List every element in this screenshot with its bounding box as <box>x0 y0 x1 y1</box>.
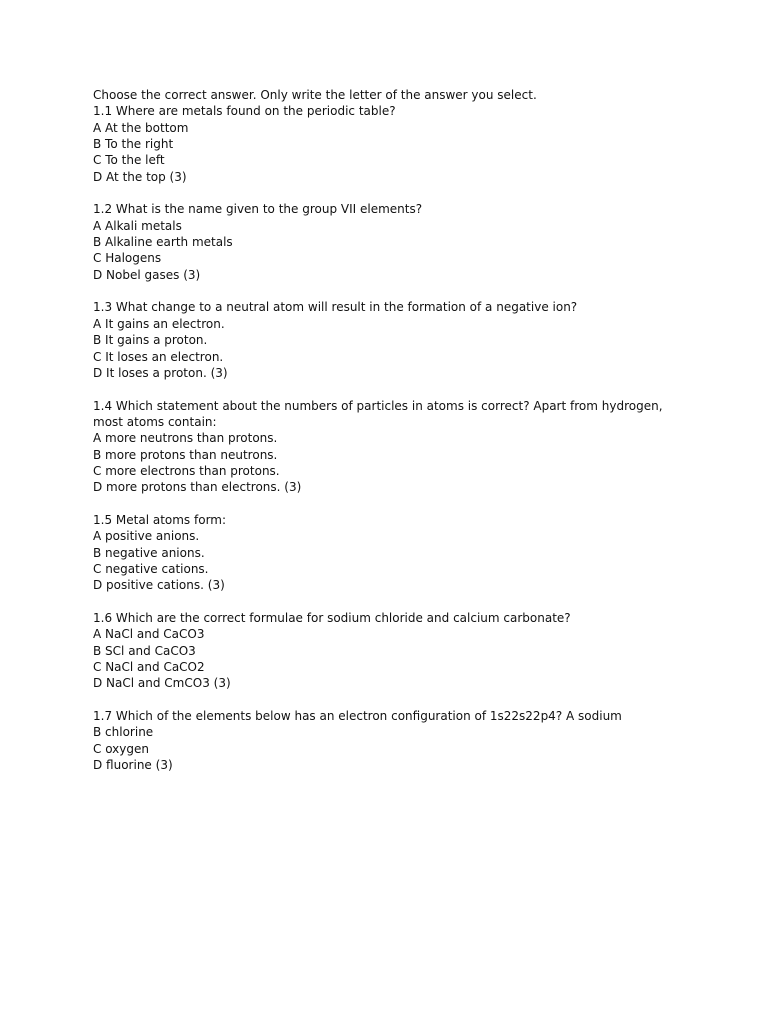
question-block-3 <box>93 299 683 381</box>
question-block-6 <box>93 610 683 692</box>
answer-option: D positive cations. (3) <box>93 578 225 593</box>
answer-option: D Nobel gases (3) <box>93 267 201 282</box>
question-text: 1.6 Which are the correct formulae for sodium chloride and calcium carbonate? <box>93 611 571 625</box>
question-text: 1.3 What change to a neutral atom will result in the formation of a negative ion? <box>93 300 578 315</box>
answer-option: B To the right <box>93 137 174 152</box>
answer-option: D more protons than electrons. (3) <box>93 480 302 495</box>
question-block-7 <box>93 708 683 773</box>
answer-option: B SCl and CaCO3 <box>93 643 196 658</box>
answer-option: C To the left <box>93 153 165 168</box>
answer-option: C Halogens <box>93 251 162 266</box>
answer-option: D At the top (3) <box>93 169 187 184</box>
question-text: 1.2 What is the name given to the group VII elements? <box>93 202 423 217</box>
answer-option: C oxygen <box>93 741 149 756</box>
answer-option: A At the bottom <box>93 120 189 135</box>
instruction-text: Choose the correct answer. Only write the letter of the answer you select. <box>93 88 537 102</box>
answer-option: B chlorine <box>93 725 154 740</box>
document-page <box>93 87 683 773</box>
question-block-1 <box>93 87 683 185</box>
answer-option: C NaCl and CaCO2 <box>93 660 205 675</box>
question-block-2 <box>93 201 683 283</box>
answer-option: A It gains an electron. <box>93 316 225 331</box>
question-block-4 <box>93 398 683 496</box>
answer-option: C negative cations. <box>93 561 209 576</box>
answer-option: B Alkaline earth metals <box>93 235 233 250</box>
answer-option: D fluorine (3) <box>93 758 173 773</box>
answer-option: A Alkali metals <box>93 218 182 233</box>
answer-option: A more neutrons than protons. <box>93 431 278 446</box>
answer-option: B more protons than neutrons. <box>93 447 278 462</box>
question-block-5 <box>93 512 683 594</box>
answer-option: C It loses an electron. <box>93 349 224 364</box>
answer-option: B negative anions. <box>93 545 205 560</box>
answer-option: D It loses a proton. (3) <box>93 365 228 380</box>
answer-option: A NaCl and CaCO3 <box>93 627 205 642</box>
question-text: 1.7 Which of the elements below has an electron configuration of 1s22s22p4? A sodium <box>93 709 622 724</box>
answer-option: B It gains a proton. <box>93 333 208 348</box>
question-text: 1.5 Metal atoms form: <box>93 512 227 527</box>
question-text: 1.4 Which statement about the numbers of particles in atoms is correct? Apart from hydrogen, most atoms contain: <box>93 398 663 429</box>
question-text: 1.1 Where are metals found on the periodic table? <box>93 104 396 119</box>
answer-option: D NaCl and CmCO3 (3) <box>93 676 231 691</box>
answer-option: C more electrons than protons. <box>93 463 280 478</box>
answer-option: A positive anions. <box>93 529 200 544</box>
